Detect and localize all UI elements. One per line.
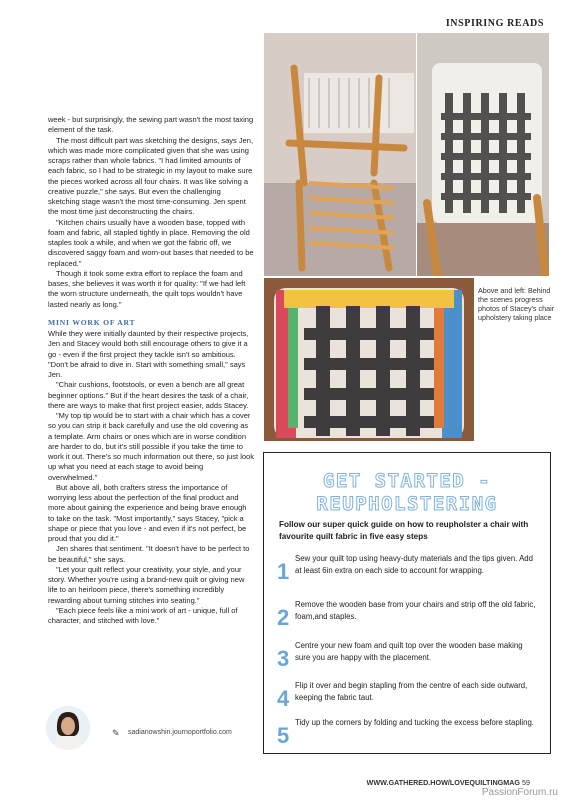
article-column bbox=[48, 115, 254, 626]
article-paragraph: Though it took some extra effort to replace the foam and bases, she believes it was worth it for quality: "If we had left the worn structure underneath, the quilt tops wouldn't have lasted nearly as long." bbox=[48, 268, 246, 309]
step-number: 5 bbox=[277, 723, 290, 748]
guide-box bbox=[263, 452, 551, 754]
step-number: 4 bbox=[277, 686, 290, 711]
article-paragraph: "Kitchen chairs usually have a wooden base, topped with foam and fabric, all stapled tightly in place. Removing the old staples took a while, and when we got the fabric off, we discovered saggy foam and worn-out bases that needed to be replaced." bbox=[48, 217, 254, 268]
guide-title-line: REUPHOLSTERING bbox=[316, 493, 498, 515]
page-footer bbox=[367, 778, 530, 787]
author-portfolio-link[interactable]: sadianowshin.journoportfolio.com bbox=[128, 729, 232, 736]
article-subheading: MINI WORK OF ART bbox=[48, 317, 136, 327]
guide-step bbox=[277, 599, 539, 630]
watermark: PassionForum.ru bbox=[481, 787, 558, 798]
guide-title bbox=[264, 470, 550, 516]
guide-step bbox=[277, 640, 539, 671]
step-number: 2 bbox=[277, 605, 290, 630]
article-paragraph: "Each piece feels like a mini work of art - unique, full of character, and stitched with love." bbox=[48, 605, 238, 625]
pen-icon: ✎ bbox=[112, 728, 120, 738]
article-paragraph: But above all, both crafters stress the importance of worrying less about the perfection of the final product and more about gaining the experience and being brave enough to take on the task. "Most importantly," says Stacey, "pick a shape or piece that you love - and even if it's not perfect, be proud that you did it." bbox=[48, 482, 247, 543]
guide-intro: Follow our super quick guide on how to reupholster a chair with favourite quilt fabric in five easy steps bbox=[279, 520, 529, 541]
article-paragraph: The most difficult part was sketching the designs, says Jen, which was made more complicated given that she was using scraps rather than whole fabrics. "I had limited amounts of each fabric, so I had to be strategic in my layout to make sure the pieces worked across all four chairs. It was like solving a creative puzzle," she says. But even the challenging sketching stage wasn't the most time-consuming. Jen spent the most time just deconstructing the chairs. bbox=[48, 135, 254, 217]
step-text: Centre your new foam and quilt top over the wooden base making sure you are happy with the placement. bbox=[295, 641, 523, 662]
article-paragraph: "Chair cushions, footstools, or even a bench are all great beginner options." But if the heart desires the task of a chair, there are ways to make that first project easier, adds Stacey. bbox=[48, 380, 249, 410]
author-block bbox=[46, 706, 276, 752]
footer-url[interactable]: WWW.GATHERED.HOW/LOVEQUILTINGMAG bbox=[366, 778, 520, 787]
step-text: Tidy up the corners by folding and tucking the excess before stapling. bbox=[295, 718, 534, 727]
guide-step bbox=[277, 553, 539, 584]
step-number: 1 bbox=[277, 559, 290, 584]
article-paragraph: "Let your quilt reflect your creativity, your style, and your story. Whether you're using a brand-new quilt or giving new life to an heirloom piece, there's something incredibly rewarding about turning stitches into seating." bbox=[48, 564, 245, 605]
guide-step bbox=[277, 680, 539, 711]
step-text: Sew your quilt top using heavy-duty materials and the tips given. Add at least 6in extra on each side to account for wrapping. bbox=[295, 554, 533, 575]
article-paragraph: Jen shares that sentiment. "It doesn't have to be perfect to be beautiful," she says. bbox=[48, 544, 250, 564]
step-number: 3 bbox=[277, 646, 290, 671]
step-text: Flip it over and begin stapling from the centre of each side outward, keeping the fabric taut. bbox=[295, 681, 528, 702]
chair-webbing-photo bbox=[417, 33, 549, 276]
author-avatar bbox=[46, 706, 90, 750]
quilt-chair-back-photo bbox=[264, 278, 474, 441]
article-paragraph: "My top tip would be to start with a chair which has a cover so you can strip it back carefully and use the old covering as a template. Arm chairs or ones which are in worse condition are harder to do, but it's still possible if you take the time to work it out. There's so much information out there, so just look up what you need at each stage to avoid being overwhelmed." bbox=[48, 411, 254, 482]
guide-title-line: GET STARTED - bbox=[322, 470, 492, 492]
page-number: 59 bbox=[522, 778, 530, 787]
photo-caption: Above and left: Behind the scenes progress photos of Stacey's chair upholstery taking place bbox=[478, 286, 555, 322]
chair-frame-photo bbox=[264, 33, 416, 276]
guide-step bbox=[277, 717, 539, 748]
article-paragraph: week - but surprisingly, the sewing part wasn't the most taxing element of the task. bbox=[48, 115, 254, 135]
article-paragraph: While they were initially daunted by their respective projects, Jen and Stacey would both still encourage others to give it a go - even if the first project they tackle isn't so ambitious. "Don't be afraid to dive in. Start with something small," says Jen. bbox=[48, 329, 249, 379]
section-header: INSPIRING READS bbox=[445, 18, 544, 29]
step-text: Remove the wooden base from your chairs and strip off the old fabric, foam,and staples. bbox=[295, 600, 536, 621]
